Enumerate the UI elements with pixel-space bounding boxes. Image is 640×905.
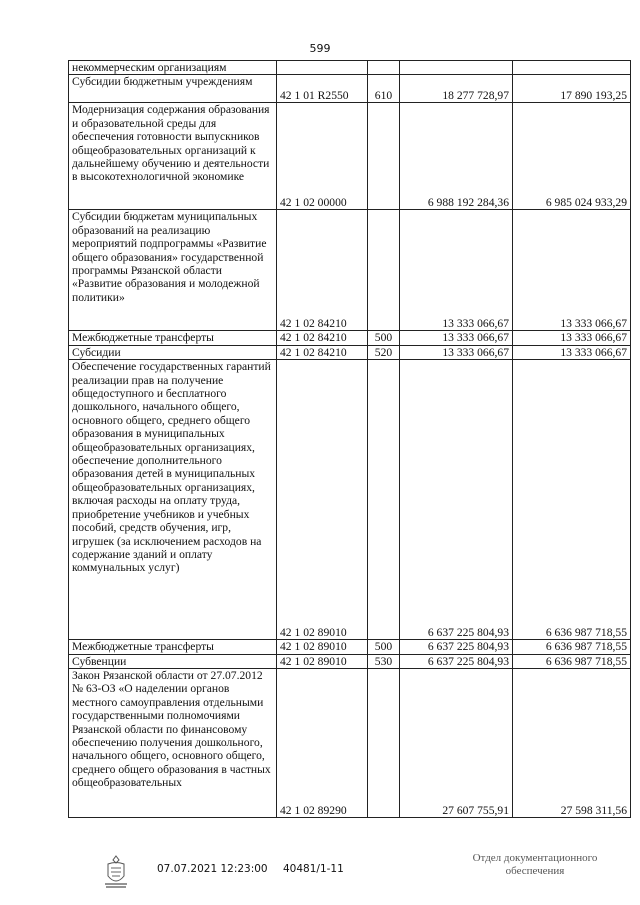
row-code: 42 1 02 00000 (277, 103, 368, 210)
footer-doc-number: 40481/1-11 (283, 863, 344, 875)
row-sum-1: 6 637 225 804,93 (400, 654, 513, 668)
table-row (69, 103, 631, 210)
row-sum-1: 6 637 225 804,93 (400, 640, 513, 654)
row-sum-1: 18 277 728,97 (400, 75, 513, 103)
row-sum-1: 13 333 066,67 (400, 345, 513, 359)
page-number: 599 (309, 42, 331, 55)
row-code (277, 61, 368, 75)
row-vr: 610 (368, 75, 400, 103)
row-name: Межбюджетные трансферты (69, 640, 277, 654)
footer-department-stamp (455, 852, 615, 878)
row-sum-1: 13 333 066,67 (400, 210, 513, 331)
row-sum-2: 13 333 066,67 (513, 345, 631, 359)
row-name: Субсидии бюджетным учреждениям (69, 75, 277, 103)
row-sum-2 (513, 61, 631, 75)
dept-line-2: обеспечения (505, 865, 565, 877)
table-row (69, 331, 631, 345)
row-code: 42 1 02 84210 (277, 331, 368, 345)
row-code: 42 1 02 84210 (277, 345, 368, 359)
row-vr: 500 (368, 640, 400, 654)
coat-of-arms-icon (102, 854, 130, 890)
row-code: 42 1 02 89290 (277, 669, 368, 818)
row-sum-1: 6 637 225 804,93 (400, 360, 513, 640)
row-sum-2: 6 636 987 718,55 (513, 654, 631, 668)
table-row (69, 654, 631, 668)
row-sum-1: 13 333 066,67 (400, 331, 513, 345)
row-vr (368, 360, 400, 640)
table-row (69, 75, 631, 103)
row-name: Субсидии бюджетам муниципальных образований на реализацию мероприятий подпрограммы «Развитие общего образования» государственной программы Рязанской области «Развитие образования и молодежной политики» (69, 210, 277, 331)
row-name: Субсидии (69, 345, 277, 359)
row-vr: 520 (368, 345, 400, 359)
row-name: некоммерческим организациям (69, 61, 277, 75)
row-vr (368, 210, 400, 331)
row-sum-1: 6 988 192 284,36 (400, 103, 513, 210)
table-row (69, 210, 631, 331)
table-row (69, 360, 631, 640)
row-sum-2: 6 636 987 718,55 (513, 360, 631, 640)
row-name: Обеспечение государственных гарантий реализации прав на получение общедоступного и бесплатного дошкольного, начального общего, основного общего, среднего общего образования в муниципальных общеобразовательных организациях, обеспечение дополнительного образования детей в муниципальных общеобразовательных организациях, включая расходы на оплату труда, приобретение учебников и учебных пособий, средств обучения, игр, игрушек (за исключением расходов на содержание зданий и оплату коммунальных услуг) (69, 360, 277, 640)
row-vr: 530 (368, 654, 400, 668)
row-name: Межбюджетные трансферты (69, 331, 277, 345)
row-code: 42 1 02 89010 (277, 640, 368, 654)
table-row (69, 345, 631, 359)
row-name: Закон Рязанской области от 27.07.2012 № 63-ОЗ «О наделении органов местного самоуправления отдельными государственными полномочиями Рязанской области по финансовому обеспечению получения дошкольного, начального общего, основного общего, среднего общего образования в частных общеобразовательных (69, 669, 277, 818)
page-footer (0, 852, 640, 902)
row-code: 42 1 02 89010 (277, 654, 368, 668)
footer-timestamp: 07.07.2021 12:23:00 (157, 863, 268, 875)
row-sum-1: 27 607 755,91 (400, 669, 513, 818)
row-vr (368, 669, 400, 818)
row-vr (368, 103, 400, 210)
row-vr: 500 (368, 331, 400, 345)
row-sum-1 (400, 61, 513, 75)
row-name: Субвенции (69, 654, 277, 668)
row-name: Модернизация содержания образования и образовательной среды для обеспечения готовности выпускников общеобразовательных организаций к дальнейшему обучению и деятельности в высокотехнологичной экономике (69, 103, 277, 210)
row-sum-2: 13 333 066,67 (513, 331, 631, 345)
row-sum-2: 6 636 987 718,55 (513, 640, 631, 654)
row-sum-2: 13 333 066,67 (513, 210, 631, 331)
table-row (69, 640, 631, 654)
table-row (69, 61, 631, 75)
row-sum-2: 27 598 311,56 (513, 669, 631, 818)
row-code: 42 1 02 89010 (277, 360, 368, 640)
row-sum-2: 6 985 024 933,29 (513, 103, 631, 210)
dept-line-1: Отдел документационного (472, 852, 598, 864)
row-vr (368, 61, 400, 75)
table-row (69, 669, 631, 818)
row-code: 42 1 02 84210 (277, 210, 368, 331)
row-sum-2: 17 890 193,25 (513, 75, 631, 103)
row-code: 42 1 01 R2550 (277, 75, 368, 103)
budget-table (68, 60, 631, 818)
